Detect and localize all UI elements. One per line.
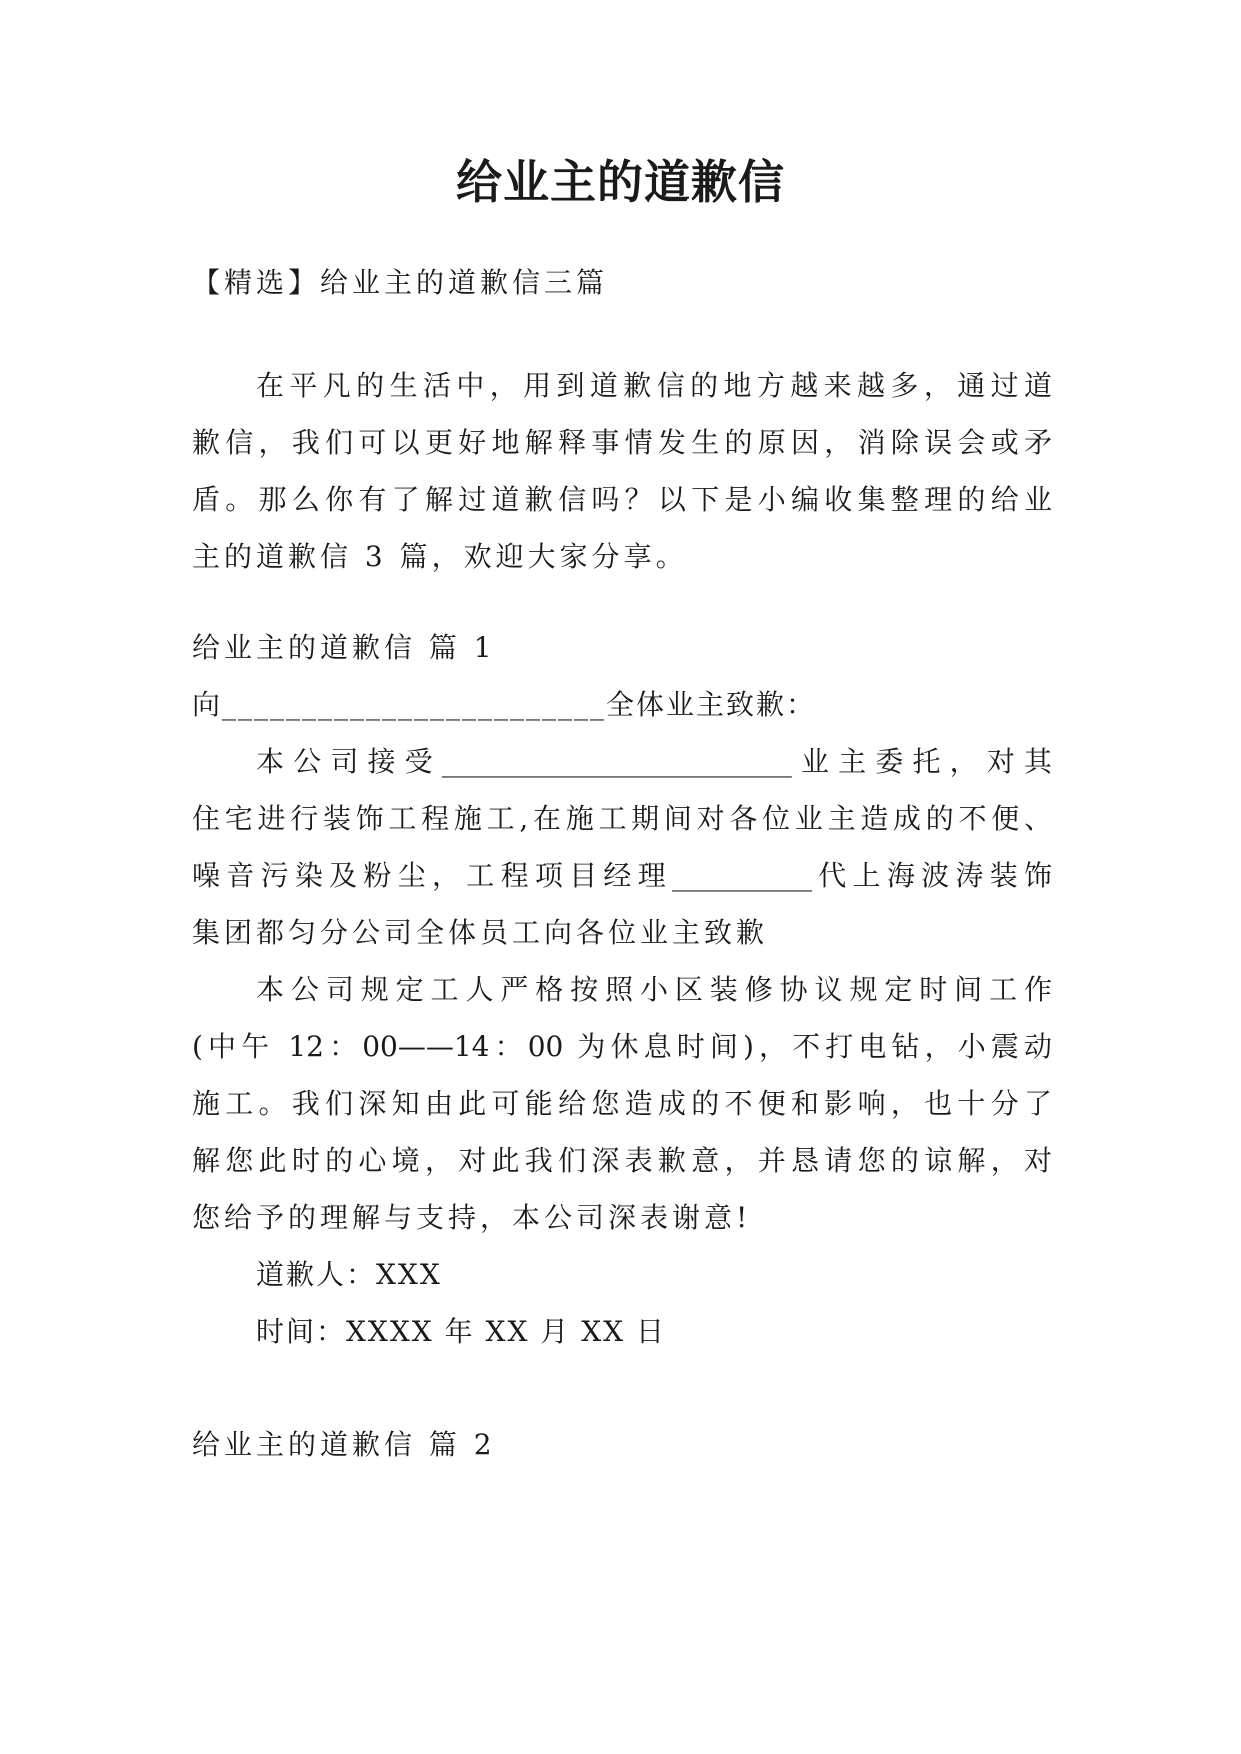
- section-1-greeting: 向________________________全体业主致歉：: [192, 688, 817, 721]
- section-1-para2-line-2: (中午 12：00——14：00 为休息时间)，不打电钻，小震动: [192, 1030, 1052, 1063]
- intro-line-4: 主的道歉信 3 篇，欢迎大家分享。: [192, 540, 688, 573]
- subtitle: 【精选】给业主的道歉信三篇: [192, 266, 609, 299]
- intro-line-1: 在平凡的生活中，用到道歉信的地方越来越多，通过道: [256, 369, 1052, 402]
- section-1-date: 时间：XXXX 年 XX 月 XX 日: [256, 1315, 666, 1348]
- section-1-para2-line-5: 您给予的理解与支持，本公司深表谢意!: [192, 1201, 752, 1234]
- section-1-para2-line-4: 解您此时的心境，对此我们深表歉意，并恳请您的谅解，对: [192, 1144, 1052, 1177]
- intro-line-2: 歉信，我们可以更好地解释事情发生的原因，消除误会或矛: [192, 426, 1052, 459]
- section-1-para1-line-2: 住宅进行装饰工程施工,在施工期间对各位业主造成的不便、: [192, 802, 1052, 835]
- section-1-heading: 给业主的道歉信 篇 1: [192, 631, 496, 664]
- section-2-heading: 给业主的道歉信 篇 2: [192, 1428, 496, 1461]
- document-title: 给业主的道歉信: [456, 155, 785, 209]
- section-1-para1-line-4: 集团都匀分公司全体员工向各位业主致歉: [192, 916, 769, 949]
- section-1-para2-line-3: 施工。我们深知由此可能给您造成的不便和影响，也十分了: [192, 1087, 1052, 1120]
- section-1-para1-line-1: 本公司接受_________________________业主委托，对其: [256, 745, 1052, 778]
- section-1-signer: 道歉人：XXX: [256, 1258, 442, 1291]
- section-1-para2-line-1: 本公司规定工人严格按照小区装修协议规定时间工作: [256, 973, 1052, 1006]
- section-1-para1-line-3: 噪音污染及粉尘，工程项目经理__________代上海波涛装饰: [192, 859, 1052, 892]
- intro-line-3: 盾。那么你有了解过道歉信吗？以下是小编收集整理的给业: [192, 483, 1052, 516]
